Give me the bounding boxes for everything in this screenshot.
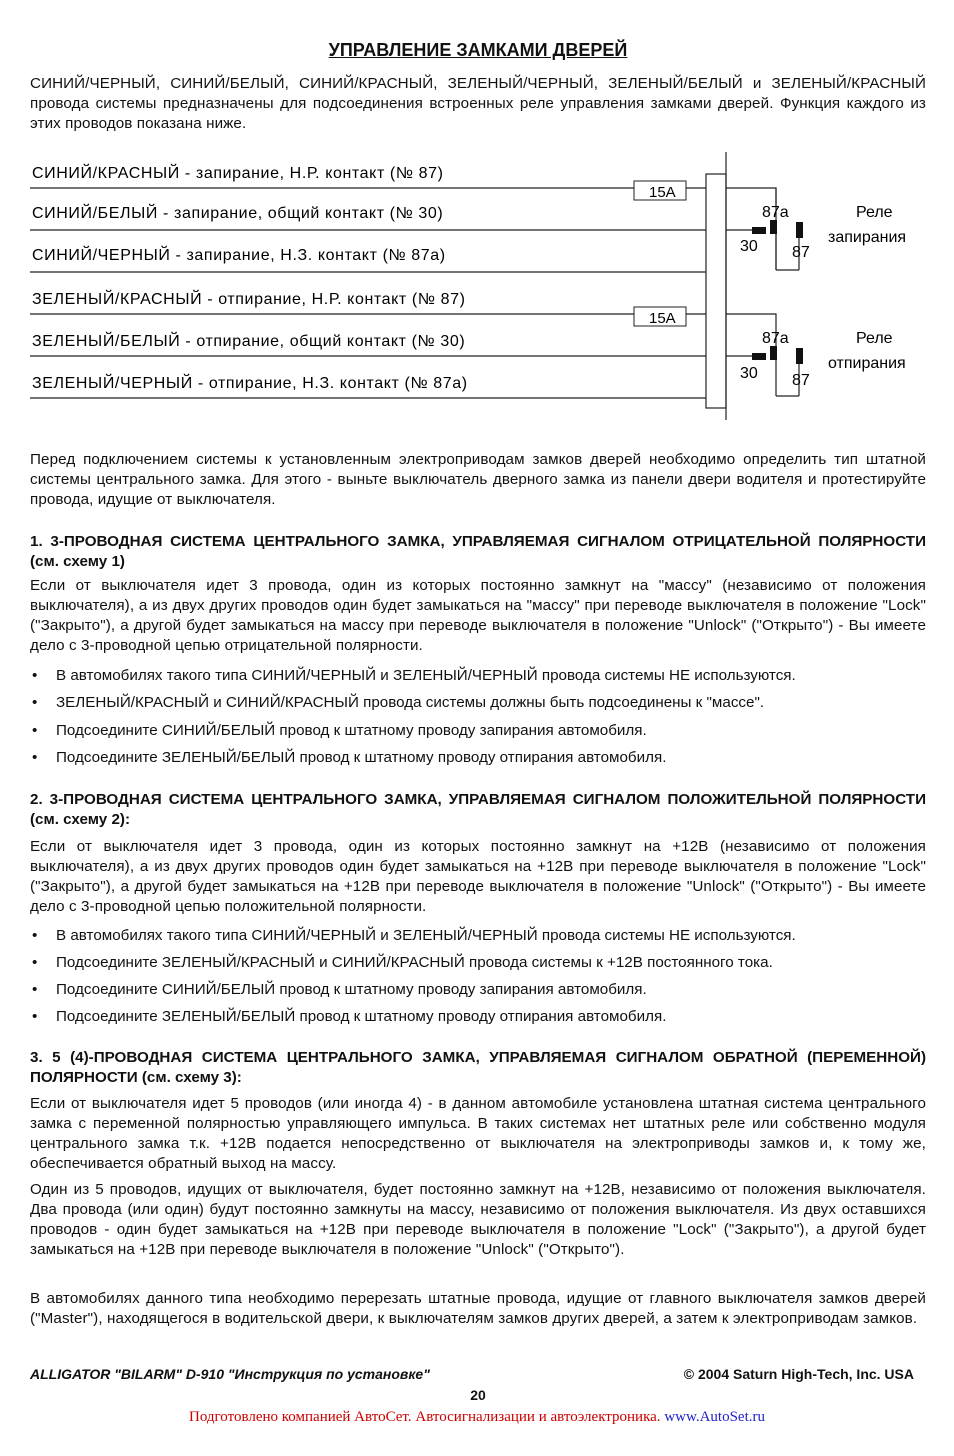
footer-copyright: © 2004 Saturn High-Tech, Inc. USA — [683, 1366, 914, 1382]
contact-label-87a: 87a — [762, 204, 789, 221]
wire-label: ЗЕЛЕНЫЙ/ЧЕРНЫЙ - отпирание, Н.З. контакт (№ 87a) — [32, 375, 468, 392]
relay-contact — [752, 353, 766, 360]
pre-check-paragraph: Перед подключением системы к установленным электроприводам замков дверей необходимо определить тип штатной системы центрального замка. Для этого - выньте выключатель дверного замка из панели двери водителя и протестируйте провода, идущие от выключателя. — [30, 451, 926, 508]
contact-label-87a: 87a — [762, 330, 789, 347]
relay-contact — [796, 222, 803, 238]
wire-label: ЗЕЛЕНЫЙ/КРАСНЫЙ - отпирание, Н.Р. контакт (№ 87) — [32, 291, 466, 308]
credit-text: Подготовлено компанией АвтоСет. Автосигнализации и автоэлектроника. — [189, 1409, 661, 1425]
contact-label-87: 87 — [792, 372, 810, 389]
contact-label-30: 30 — [740, 365, 758, 382]
fuse-label: 15A — [649, 184, 676, 201]
page-number: 20 — [470, 1387, 486, 1403]
section-3-paragraph-1: Если от выключателя идет 5 проводов (или иногда 4) - в данном автомобиле установлена штатная система центрального замка с переменной полярностью управляющего импульса. В таких системах нет штатных реле или собственно модуля центрального замка т.к. +12В подается непосредственно от выключателя на электроприводы замков и, к тому же, обеспечивается обратный выход на массу. — [30, 1095, 926, 1172]
relay-lock-wire — [726, 188, 776, 270]
credit-line — [0, 1409, 954, 1426]
relay-lock-label: Реле — [856, 204, 893, 221]
section-1-text: Если от выключателя идет 3 провода, один из которых постоянно замкнут на "массу" (независимо от положения выключателя), а из двух других проводов один будет замыкаться на "массу" при переводе выключателя в положение "Lock" ("Закрыто"), а другой будет замыкаться на массу при переводе выключателя в положение "Unlock" ("Открыто") - Вы имеете дело с 3-проводной цепью отрицательной полярности. — [30, 577, 926, 654]
wire-label: ЗЕЛЕНЫЙ/БЕЛЫЙ - отпирание, общий контакт (№ 30) — [32, 333, 466, 350]
wiring-diagram — [30, 0, 926, 440]
credit-link[interactable]: www.AutoSet.ru — [664, 1409, 765, 1425]
contact-label-87: 87 — [792, 244, 810, 261]
relay-lock-label-2: запирания — [828, 229, 907, 246]
wire-label: СИНИЙ/КРАСНЫЙ - запирание, Н.Р. контакт (№ 87) — [32, 165, 444, 182]
relay-contact — [770, 220, 777, 234]
contact-label-30: 30 — [740, 238, 758, 255]
section-3-heading: 3. 5 (4)-ПРОВОДНАЯ СИСТЕМА ЦЕНТРАЛЬНОГО ЗАМКА, УПРАВЛЯЕМАЯ СИГНАЛОМ ОБРАТНОЙ (ПЕРЕМЕННОЙ) ПОЛЯРНОСТИ (см. схему 3): — [30, 1049, 926, 1086]
relay-contact — [796, 348, 803, 364]
page-title: УПРАВЛЕНИЕ ЗАМКАМИ ДВЕРЕЙ — [328, 40, 628, 60]
relay-unlock-wire — [726, 314, 776, 396]
relay-contact — [770, 346, 777, 360]
fuse-label: 15A — [649, 310, 676, 327]
section-3-paragraph-2: Один из 5 проводов, идущих от выключателя, будет постоянно замкнут на +12В, независимо от положения выключателя. Два провода (или один) будут постоянно замкнуты на массу, независимо от положения выключателя. Из двух оставшихся проводов - один будет замыкаться на +12В при переводе выключателя в положение "Lock" ("Закрыто"), а другой будет замыкаться на +12В при переводе выключателя в положение "Unlock" ("Открыто"). — [30, 1181, 926, 1258]
wire-label: СИНИЙ/ЧЕРНЫЙ - запирание, Н.З. контакт (№ 87a) — [32, 247, 446, 264]
section-2-text: Если от выключателя идет 3 провода, один из которых постоянно замкнут на +12В (независимо от положения выключателя), а из двух других проводов один будет замыкаться на +12В при переводе выключателя в положение "Lock" ("Закрыто"), а другой будет замыкаться на +12В при переводе выключателя в положение "Unlock" ("Открыто") - Вы имеете дело с 3-проводной цепью положительной полярности. — [30, 838, 926, 915]
relay-unlock-label-2: отпирания — [828, 355, 906, 372]
intro-paragraph: СИНИЙ/ЧЕРНЫЙ, СИНИЙ/БЕЛЫЙ, СИНИЙ/КРАСНЫЙ, ЗЕЛЕНЫЙ/ЧЕРНЫЙ, ЗЕЛЕНЫЙ/БЕЛЫЙ и ЗЕЛЕНЫЙ/КРАСНЫЙ провода системы предназначены для подсоединения встроенных реле управления замками дверей. Функция каждого из этих проводов показана ниже. — [30, 75, 926, 132]
section-1-heading: 1. 3-ПРОВОДНАЯ СИСТЕМА ЦЕНТРАЛЬНОГО ЗАМКА, УПРАВЛЯЕМАЯ СИГНАЛОМ ОТРИЦАТЕЛЬНОЙ ПОЛЯРНОСТИ (см. схему 1) — [30, 533, 926, 570]
section-3-paragraph-3: В автомобилях данного типа необходимо перерезать штатные провода, идущие от главного выключателя замков дверей ("Master"), находящегося в водительской двери, к выключателям замков других дверей, а затем к электроприводам замков. — [30, 1290, 926, 1327]
footer-product: ALLIGATOR "BILARM" D-910 "Инструкция по установке" — [30, 1366, 430, 1382]
section-2-heading: 2. 3-ПРОВОДНАЯ СИСТЕМА ЦЕНТРАЛЬНОГО ЗАМКА, УПРАВЛЯЕМАЯ СИГНАЛОМ ПОЛОЖИТЕЛЬНОЙ ПОЛЯРНОСТИ (см. схему 2): — [30, 791, 926, 828]
relay-contact — [752, 227, 766, 234]
wire-label: СИНИЙ/БЕЛЫЙ - запирание, общий контакт (№ 30) — [32, 205, 444, 222]
relay-unlock-label: Реле — [856, 330, 893, 347]
relay-module-box — [706, 174, 726, 408]
